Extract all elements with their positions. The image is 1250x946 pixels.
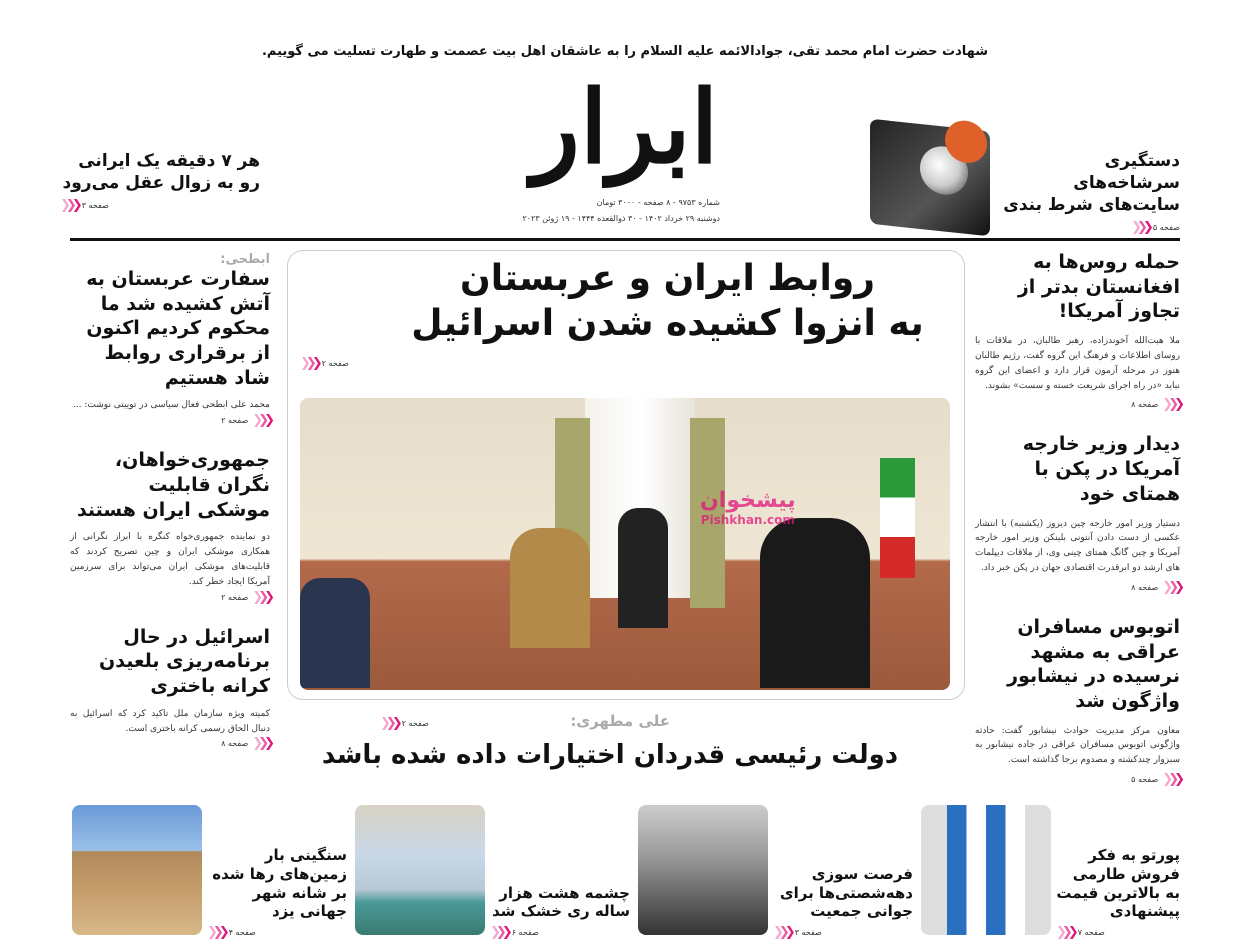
story-headline[interactable]: جمهوری‌خواهان، نگران قابلیت موشکی ایران هستند (76, 449, 270, 521)
headline-line: سایت‌های شرط بندی (1003, 195, 1180, 216)
chevron-left-icon: ❮❮❮ (773, 925, 791, 940)
main-headline[interactable] (385, 256, 950, 346)
bottom-story (773, 806, 913, 940)
bottom-story (1056, 806, 1180, 940)
chevron-left-icon: ❮❮❮ (252, 589, 270, 605)
headline-line: روابط ایران و عربستان (460, 258, 875, 299)
page-number: صفحه ۵ (1131, 775, 1159, 785)
betting-tablet-image (870, 119, 990, 237)
issue-line: شماره ۹۷۵۳ - ۸ صفحه - ۳۰۰۰ تومان (596, 198, 720, 207)
page-ref[interactable] (70, 590, 270, 605)
headline-line: دستگیری سرشاخه‌های (1073, 151, 1180, 194)
page-number: صفحه ۷ (1077, 928, 1105, 937)
top-right-headline[interactable] (995, 150, 1180, 216)
kicker: علی مطهری: (570, 712, 670, 730)
photo-spring (355, 805, 485, 935)
left-column (70, 252, 270, 751)
page-ref[interactable] (1056, 925, 1105, 940)
story-headline[interactable]: سفارت عربستان به آتش کشیده شد ما محکوم کردیم اکنون از برقراری روابط شاد هستیم (86, 268, 270, 389)
page-number: صفحه ۵ (1152, 223, 1180, 233)
announcement: شهادت حضرت امام محمد تقی، جوادالائمه علیه السلام را به عاشقان اهل بیت عصمت و طهارت تسلیت می گوییم. (261, 44, 989, 59)
iran-flag (880, 458, 915, 578)
person (510, 528, 590, 648)
newspaper-logo: ابرار (531, 68, 719, 186)
story-body: دستیار وزیر امور خارجه چین دیروز (یکشنبه) با انتشار عکسی از دست دادن آنتونی بلینکن وزیر امور خارجه آمریکا و چین گانگ همتای چینی وی، از ملاقات دیپلمات های ارشد دو ابرقدرت اقتصادی جهان در پکن خبر داد. (975, 518, 1180, 574)
chevron-left-icon: ❮❮❮ (1131, 220, 1149, 236)
story-body: محمد علی ابطحی فعال سیاسی در توییتی نوشت: ... (72, 400, 270, 411)
person (618, 508, 668, 628)
story-body: ملا هبت‌الله آخوندزاده، رهبر طالبان، در ملاقات با روسای اطلاعات و فرهنگ این گروه گفت، رژیم طالبان هنوز در مرحله آزمون قرار دارد و اعضای این گروه نباید «در راه اجرای شریعت خسته و سست» بشوند. (975, 336, 1180, 391)
page-number: صفحه ۲ (401, 719, 429, 728)
person (760, 518, 870, 688)
main-photo-meeting (300, 398, 950, 690)
chevron-left-icon: ❮❮❮ (252, 736, 270, 752)
page-ref[interactable] (490, 925, 539, 940)
story-headline[interactable]: اتوبوس مسافران عراقی به مشهد نرسیده در نیشابور واژگون شد (1007, 615, 1180, 712)
story-headline[interactable]: پورتو به فکر فروش طارمی به بالاترین قیمت پیشنهادی (1056, 846, 1180, 921)
page-ref[interactable] (300, 356, 349, 371)
page-ref[interactable] (1131, 220, 1180, 235)
top-left-story (60, 150, 260, 213)
chevron-left-icon: ❮❮❮ (1056, 925, 1074, 940)
photo-stadium (638, 805, 768, 935)
story-body: کمیته ویژه سازمان ملل تاکید کرد که اسرائیل به دنبال الحاق رسمی کرانه باختری است. (70, 708, 270, 734)
chevron-left-icon: ❮❮❮ (207, 925, 225, 940)
person (300, 578, 370, 688)
chevron-left-icon: ❮❮❮ (252, 413, 270, 429)
chevron-left-icon: ❮❮❮ (1162, 772, 1180, 788)
photo-yazd (72, 805, 202, 935)
top-right-story (995, 150, 1180, 235)
page-number: صفحه ۸ (1131, 400, 1159, 410)
page-number: صفحه ۶ (511, 928, 539, 937)
story-body: معاون مرکز مدیریت حوادث نیشابور گفت: حادثه واژگونی اتوبوس مسافران عراقی در جاده نیشابور به سبزوار چندکشته و مصدوم برجا گذاشته است. (975, 725, 1180, 766)
right-column (975, 250, 1180, 787)
story-headline[interactable]: حمله روس‌ها به افغانستان بدتر از تجاوز آمریکا! (1017, 251, 1180, 323)
bottom-story (490, 806, 630, 940)
page-number: صفحه ۲ (321, 359, 349, 368)
page-ref[interactable] (70, 413, 270, 428)
masthead-divider (70, 238, 1180, 241)
chevron-left-icon: ❮❮❮ (1162, 397, 1180, 413)
page-ref[interactable] (975, 580, 1180, 595)
top-left-headline[interactable] (60, 150, 260, 194)
page-ref[interactable] (380, 716, 429, 731)
story-headline[interactable]: فرصت سوزی دهه‌شصتی‌ها برای جوانی جمعیت (779, 864, 913, 921)
chevron-left-icon: ❮❮❮ (380, 716, 398, 731)
story-headline[interactable]: اسرائیل در حال برنامه‌ریزی بلعیدن کرانه باختری (99, 625, 270, 698)
headline-line: رو به زوال عقل می‌رود (62, 173, 260, 194)
page-ref[interactable] (975, 772, 1180, 787)
bottom-story (207, 806, 347, 940)
page-number: صفحه ۲ (221, 592, 249, 602)
page-ref[interactable] (975, 397, 1180, 412)
page-number: صفحه ۳ (794, 928, 822, 937)
page-number: صفحه ۳ (81, 201, 109, 211)
page-ref[interactable] (207, 925, 256, 940)
page-number: صفحه ۲ (221, 416, 249, 426)
page-number: صفحه ۴ (228, 928, 256, 937)
photo-footballer (921, 805, 1051, 935)
story-headline[interactable]: چشمه هشت هزار ساله ری خشک شد (491, 883, 630, 921)
story-body: دو نماینده جمهوری‌خواه کنگره با ابراز نگرانی از همکاری موشکی ایران و چین تصریح کردند که قابلیت‌های موشکی ایران می‌تواند برای سرزمین آمریکا ایجاد خطر کند. (70, 532, 270, 587)
page-ref[interactable] (773, 925, 822, 940)
chevron-left-icon: ❮❮❮ (490, 925, 508, 940)
story-headline[interactable]: سنگینی بار زمین‌های رها شده بر شانه شهر جهانی یزد (212, 846, 347, 921)
watermark: پیشخوان Pishkhan.com (700, 488, 796, 527)
chevron-left-icon: ❮❮❮ (300, 356, 318, 371)
headline-line: به انزوا کشیده شدن اسرائیل (411, 303, 924, 344)
sub-headline[interactable]: دولت رئیسی قدردان اختیارات داده شده باشد (321, 740, 899, 770)
chevron-left-icon: ❮❮❮ (60, 198, 78, 214)
date-line: دوشنبه ۲۹ خرداد ۱۴۰۲ - ۳۰ ذوالقعده ۱۴۴۴ - ۱۹ ژوئن ۲۰۲۳ (522, 214, 720, 223)
chevron-left-icon: ❮❮❮ (1162, 579, 1180, 595)
page-number: صفحه ۸ (1131, 582, 1159, 592)
page-number: صفحه ۸ (221, 739, 249, 749)
kicker: ابطحی: (220, 252, 270, 267)
headline-line: هر ۷ دقیقه یک ایرانی (78, 151, 260, 171)
story-headline[interactable]: دیدار وزیر خارجه آمریکا در پکن با همتای خود (1022, 433, 1180, 505)
page-ref[interactable] (60, 198, 109, 213)
page-ref[interactable] (70, 736, 270, 751)
